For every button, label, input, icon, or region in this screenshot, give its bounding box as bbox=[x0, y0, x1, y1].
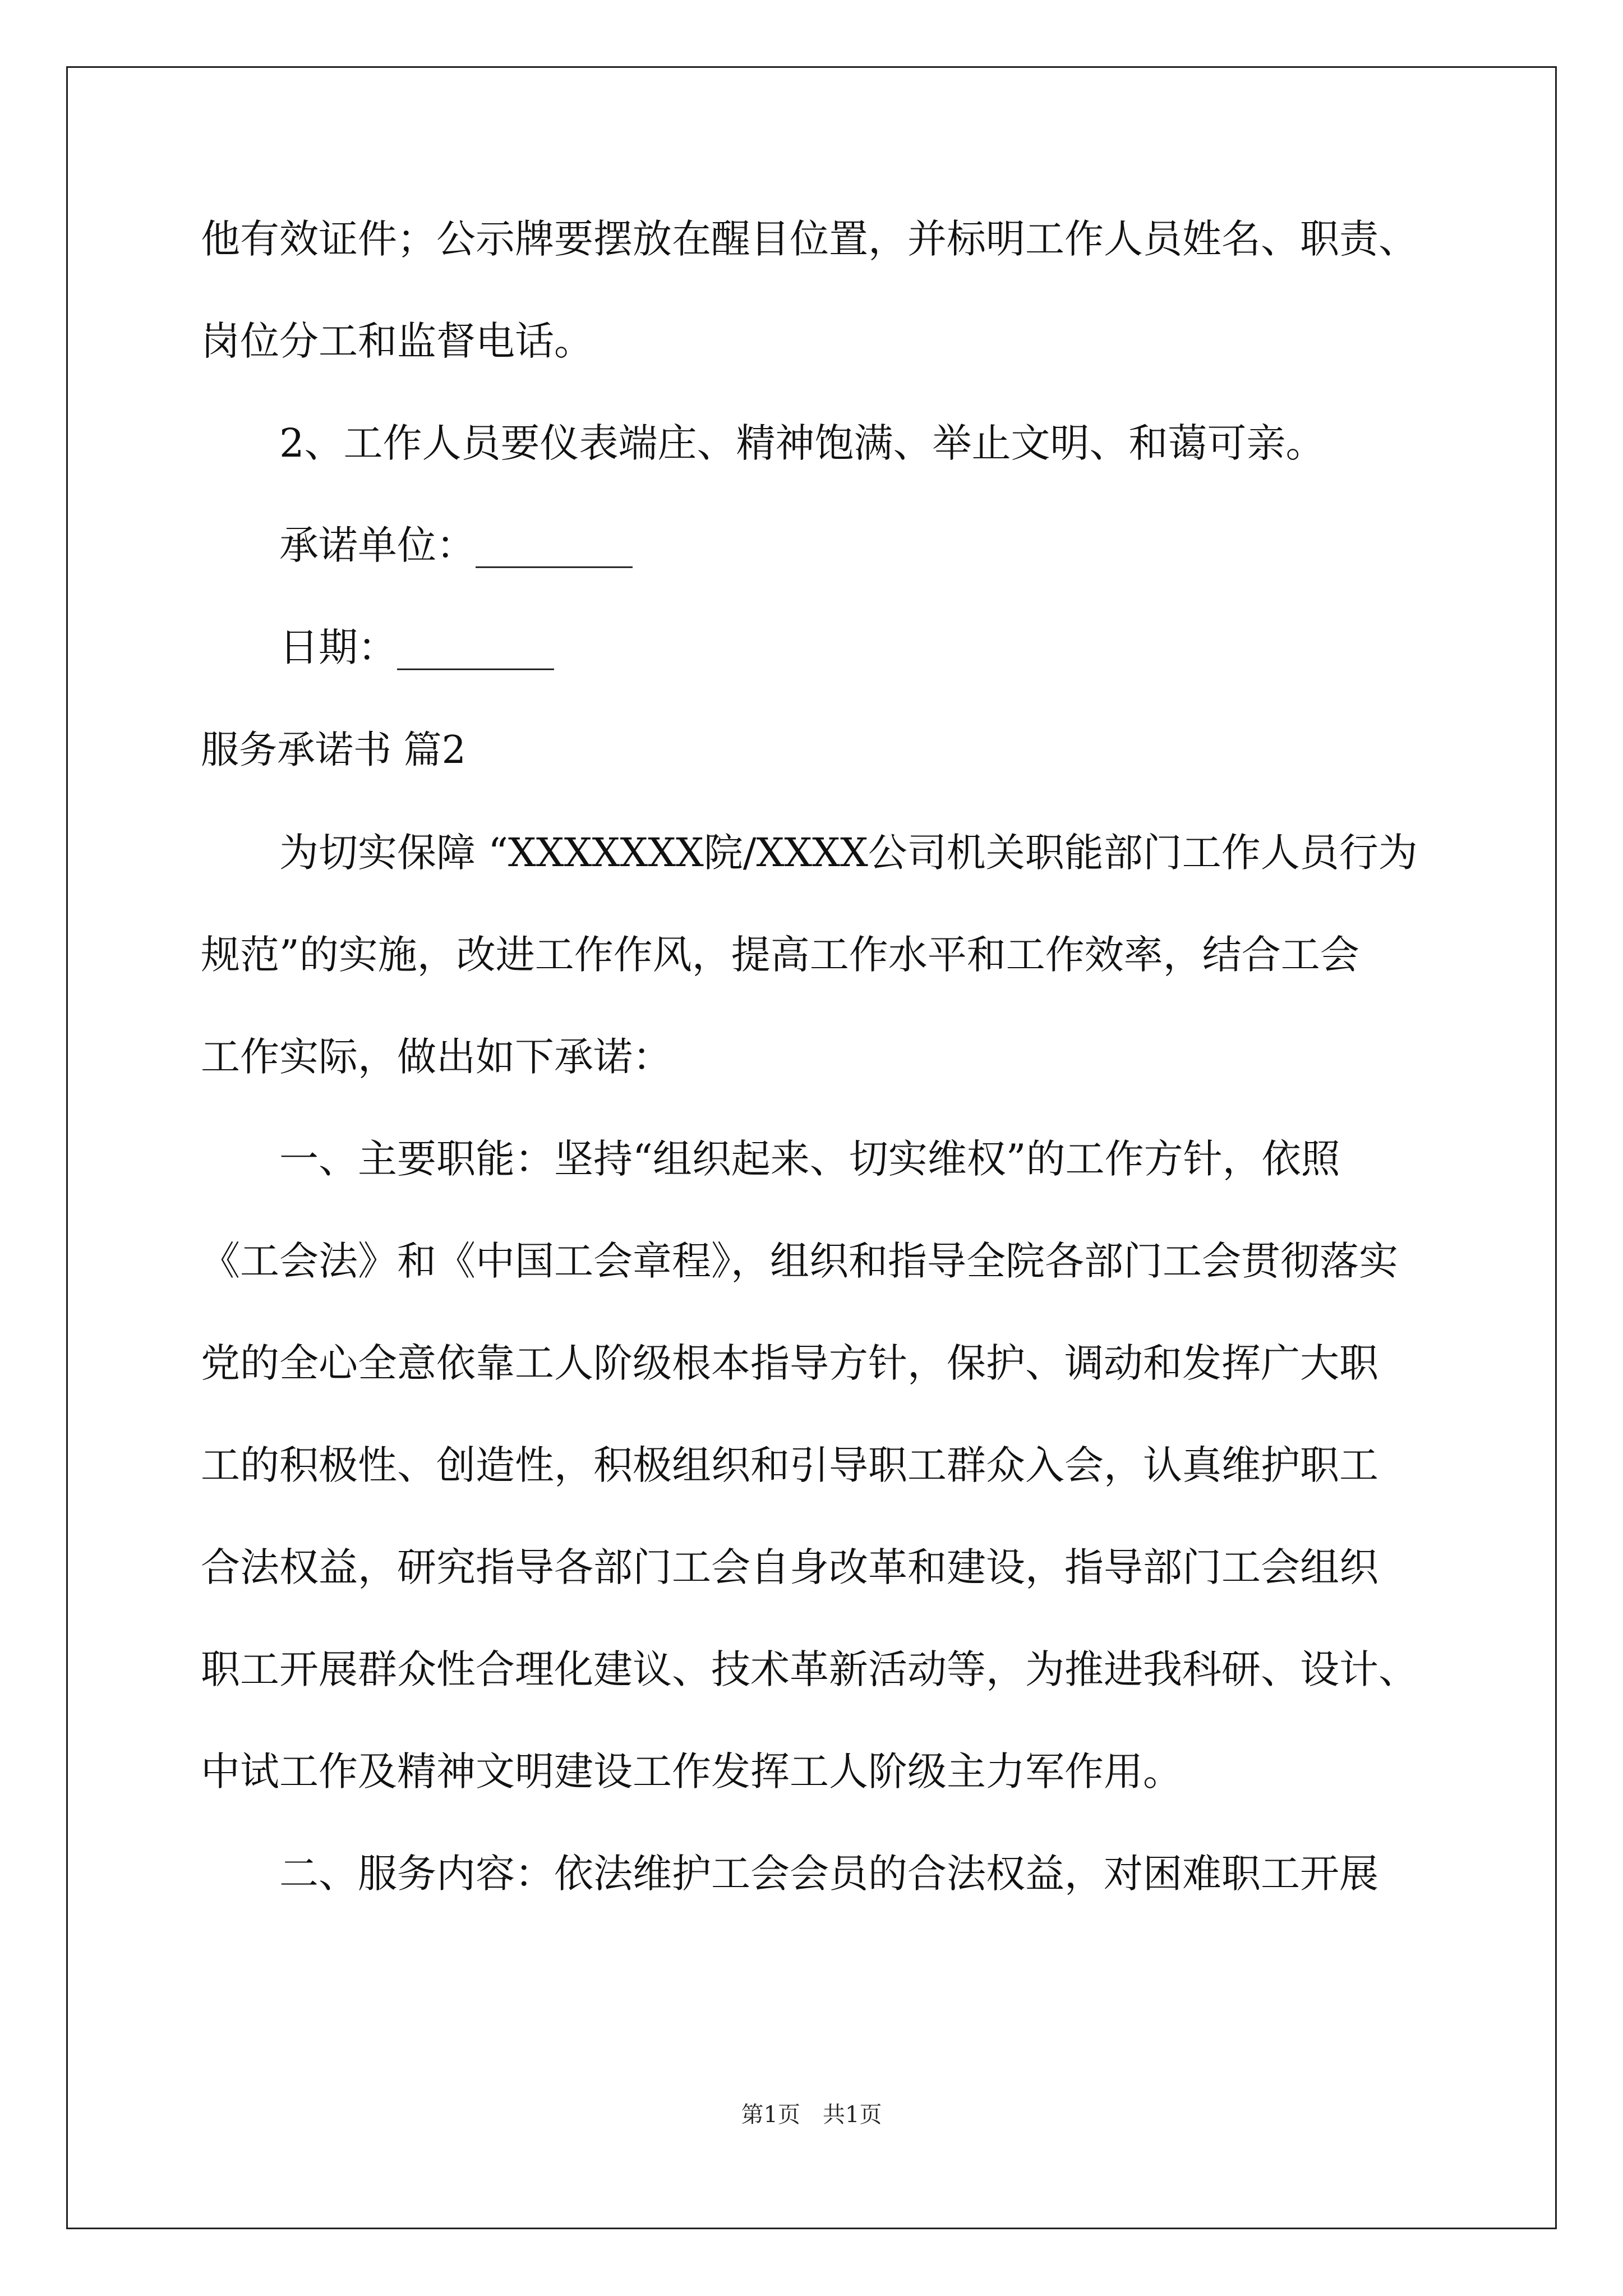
page-number: 第1页 共1页 bbox=[741, 2102, 882, 2128]
text-line: 2、工作人员要仪表端庄、精神饱满、举止文明、和蔼可亲。 bbox=[279, 420, 1325, 466]
text-line: 他有效证件；公示牌要摆放在醒目位置，并标明工作人员姓名、职责、 bbox=[201, 216, 1418, 262]
text-line: 工作实际，做出如下承诺： bbox=[201, 1034, 672, 1080]
text-line: 工的积极性、创造性，积极组织和引导职工群众入会，认真维护职工 bbox=[201, 1442, 1378, 1488]
text-line: 合法权益，研究指导各部门工会自身改革和建设，指导部门工会组织 bbox=[201, 1544, 1378, 1590]
date-line: 日期：________ bbox=[279, 624, 554, 670]
text-line: 规范”的实施，改进工作作风，提高工作水平和工作效率，结合工会 bbox=[201, 932, 1359, 978]
section-heading: 服务承诺书 篇2 bbox=[201, 728, 466, 772]
text-line: 二、服务内容：依法维护工会会员的合法权益，对困难职工开展 bbox=[279, 1851, 1378, 1897]
text-line: 中试工作及精神文明建设工作发挥工人阶级主力军作用。 bbox=[201, 1749, 1182, 1795]
signature-unit-line: 承诺单位：________ bbox=[279, 522, 633, 568]
text-line: 《工会法》和《中国工会章程》，组织和指导全院各部门工会贯彻落实 bbox=[201, 1238, 1398, 1284]
text-line: 职工开展群众性合理化建议、技术革新活动等，为推进我科研、设计、 bbox=[201, 1646, 1418, 1692]
text-line: 为切实保障 “XXXXXXX院/XXXX公司机关职能部门工作人员行为 bbox=[279, 830, 1418, 876]
text-line: 党的全心全意依靠工人阶级根本指导方针，保护、调动和发挥广大职 bbox=[201, 1340, 1378, 1386]
text-line: 岗位分工和监督电话。 bbox=[201, 318, 593, 364]
text-line: 一、主要职能：坚持“组织起来、切实维权”的工作方针，依照 bbox=[279, 1136, 1340, 1182]
